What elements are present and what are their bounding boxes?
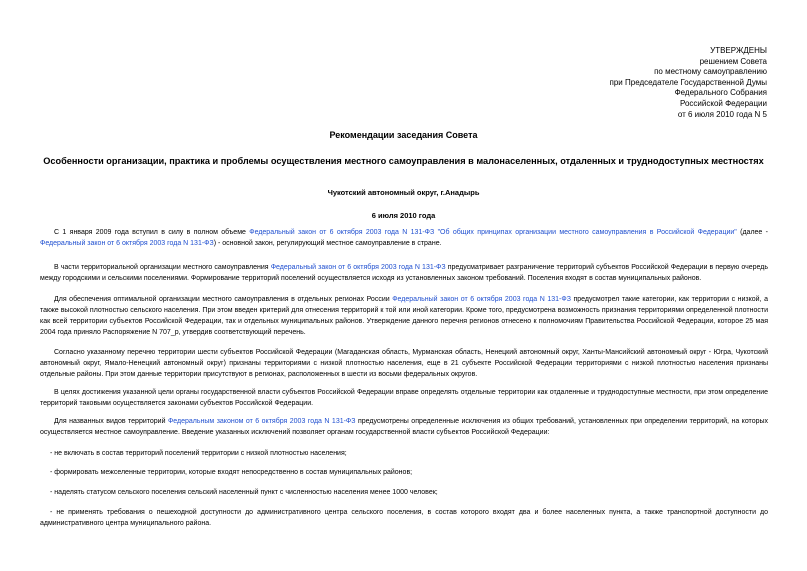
paragraph-text: предусматривает разграничение территорий субъектов Российской Федерации в первую очередь между городскими и сельскими поселениями. Формирование территорий поселений осуществляется исходя из установленных законом требований. Поселения входят в состав муниципальных районов. — [40, 264, 769, 282]
law-link[interactable]: Федеральный закон от 6 октября 2003 года N 131-ФЗ "Об общих принципах организации местного самоуправления в Российской Федерации" — [249, 229, 737, 236]
document-place: Чукотский автономный округ, г.Анадырь — [327, 188, 480, 197]
approval-line: Российской Федерации — [680, 98, 767, 108]
approval-line: Федерального Собрания — [674, 88, 767, 98]
paragraph-text: предусмотрел такие категории, как территории с низкой, а также высокой плотностью сельского населения. При этом введен критерий для отнесения территорий к той или иной категории. Кроме того, предусмотрена возможность признания территориями определенной плотности как всей территории субъектов Российской Федерации, так и отдельных муниципальных районов. Утверждение данного перечня регионов отнесено к полномочиям Правительства Российской Федерации, которое 25 мая 2004 года приняло Распоряжение N 707_р, утвердив соответствующий перечень. — [40, 296, 768, 336]
bullet-item: - не применять требования о пешеходной доступности до административного центра сельского поселения, в состав которого входят два и более населенных пункта, а также транспортной доступности до административного центра муниципального района. — [40, 509, 768, 527]
document-title: Рекомендации заседания Совета — [329, 130, 478, 140]
paragraph-text: ) - основной закон, регулирующий местное самоуправление в стране. — [213, 240, 442, 247]
paragraph-text: Для названных видов территорий — [54, 418, 168, 425]
law-link[interactable]: Федеральный закон от 6 октября 2003 года N 131-ФЗ — [392, 296, 571, 303]
law-link[interactable]: Федеральным законом от 6 октября 2003 года N 131-ФЗ — [167, 418, 356, 425]
paragraph-5: В целях достижения указанной цели органы государственной власти субъектов Российской Федерации вправе определять отдельные территории как отдаленные и труднодоступные местности, при этом определение территорий таковыми осуществляется законами субъектов Российской Федерации. — [40, 389, 768, 407]
bullet-item: - не включать в состав территорий поселений территории с низкой плотностью населения; — [50, 450, 347, 457]
paragraph-text: С 1 января 2009 года вступил в силу в полном объеме — [54, 229, 250, 236]
approval-line: решением Совета — [699, 56, 767, 66]
approval-line: при Председателе Государственной Думы — [609, 77, 767, 87]
law-link[interactable]: Федеральный закон от 6 октября 2003 года N 131-ФЗ — [270, 264, 446, 271]
law-link[interactable]: Федеральный закон от 6 октября 2003 года N 131-ФЗ — [40, 240, 214, 247]
paragraph-text: В части территориальной организации местного самоуправления — [54, 264, 271, 271]
approval-line: УТВЕРЖДЕНЫ — [710, 46, 767, 55]
paragraph-3 — [40, 294, 768, 338]
document-subtitle: Особенности организации, практика и проблемы осуществления местного самоуправления в малонаселенных, отдаленных и труднодоступных местностях — [43, 156, 764, 166]
document-date: 6 июля 2010 года — [371, 211, 436, 220]
approval-line: по местному самоуправлению — [654, 67, 767, 77]
paragraph-2 — [40, 262, 768, 284]
approval-block — [610, 46, 767, 120]
paragraph-text: предусмотрены определенные исключения из общих требований, установленных при определении территорий, на которых осуществляется местное самоуправление. Введение указанных исключений позволяет органам государственной власти субъектов Российской Федерации: — [40, 418, 769, 436]
bullet-item: - наделять статусом сельского поселения сельский населенный пункт с численностью населения менее 1000 человек; — [50, 489, 438, 496]
paragraph-6 — [40, 416, 768, 438]
paragraph-4: Согласно указанному перечню территории шести субъектов Российской Федерации (Магаданская область, Мурманская область, Ненецкий автономный округ, Ханты-Мансийский автономный округ - Югра, Чукотский автономный округ, Ямало-Ненецкий автономный округ) признаны территориями с низкой плотностью населения, еще в 21 субъекте Российской Федерации территориями с низкой плотностью населения признаны отдельные районы. При этом данные территории присутствуют в регионах, расположенных в шести из восьми федеральных округов. — [40, 349, 768, 378]
approval-line: от 6 июля 2010 года N 5 — [677, 109, 767, 119]
paragraph-text: (далее - — [736, 229, 768, 236]
bullet-item: - формировать межселенные территории, которые входят непосредственно в состав муниципальных районов; — [50, 469, 413, 476]
paragraph-text: Для обеспечения оптимальной организации местного самоуправления в отдельных регионах России — [54, 296, 393, 303]
paragraph-1 — [40, 227, 768, 249]
